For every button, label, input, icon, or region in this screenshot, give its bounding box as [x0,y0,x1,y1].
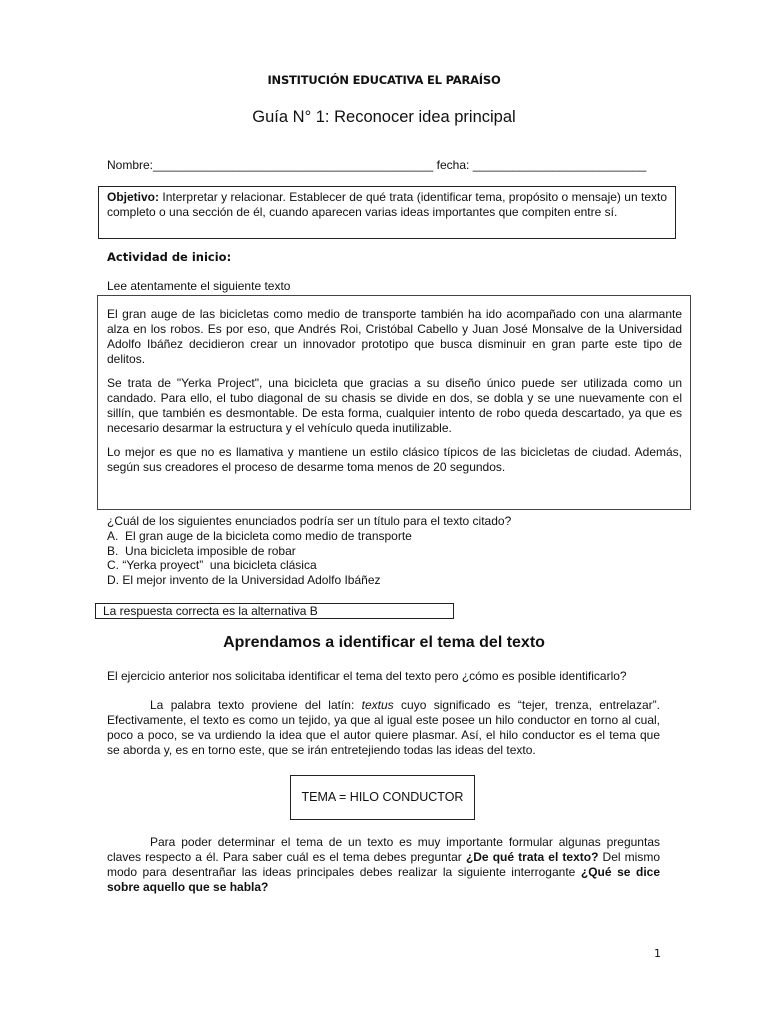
reading-paragraph: Lo mejor es que no es llamativa y mantiene un estilo clásico típicos de las bicicletas de ciudad. Además, según sus creadores el proceso de desarme toma menos de 20 segundos. [107,445,682,474]
quiz-option-b: B. Una bicicleta imposible de robar [107,544,296,558]
nombre-label: Nombre: [107,158,154,172]
quiz-question: ¿Cuál de los siguientes enunciados podría ser un título para el texto citado? [107,514,512,528]
nombre-blank: __________________________________________ [153,158,434,172]
fecha-label: fecha: [436,158,470,172]
institution-name: INSTITUCIÓN EDUCATIVA EL PARAÍSO [267,73,501,87]
tema-definition-box: TEMA = HILO CONDUCTOR [290,775,475,820]
document-title: Guía N° 1: Reconocer idea principal [252,108,516,126]
latin-origin-paragraph: La palabra texto proviene del latín: textus cuyo significado es “tejer, trenza, entrelazar”. Efectivamente, el texto es como un tejido, ya que al igual este posee un hilo conductor en torno al cual, poco a poco, se va urdiendo la idea que el autor quiere plasmar. Así, el hilo conductor es el tema que se aborda y, es en torno este, que se irán entretejiendo todas las ideas del texto. [107,698,660,757]
key-question-1: ¿De qué trata el texto? [465,850,599,864]
section-intro: El ejercicio anterior nos solicitaba identificar el tema del texto pero ¿cómo es posible identificarlo? [107,669,627,683]
objective-box [98,186,676,239]
reading-text-box [97,295,691,510]
latin-word: textus [361,698,394,712]
key-questions-paragraph: Para poder determinar el tema de un texto es muy importante formular algunas preguntas claves respecto a él. Para saber cuál es el tema debes preguntar ¿De qué trata el texto? Del mismo modo para desentrañar las ideas principales debes realizar la siguiente interrogante ¿Qué se dice sobre aquello que se habla? [107,835,661,894]
section-heading: Aprendamos a identificar el tema del texto [223,634,545,651]
reading-paragraph: Se trata de "Yerka Project", una bicicleta que gracias a su diseño único puede ser utilizada como un candado. Para ello, el tubo diagonal de su chasis se divide en dos, se dobla y se une nuevamente con el sillín, que también es desmontable. De esta forma, cualquier intento de robo queda descartado, ya que es necesario desarmar la estructura y el vehículo queda inutilizable. [107,376,682,435]
activity-instruction: Lee atentamente el siguiente texto [107,279,291,293]
answer-box: La respuesta correcta es la alternativa B [95,603,454,619]
reading-paragraph: El gran auge de las bicicletas como medio de transporte también ha ido acompañado con una alarmante alza en los robos. Es por eso, que Andrés Roi, Cristóbal Cabello y Juan José Monsalve de la Universidad Adolfo Ibáñez decidieron crear un innovador prototipo que busca disminuir en gran parte este tipo de delitos. [107,307,682,366]
objective-text: Interpretar y relacionar. Establecer de qué trata (identificar tema, propósito o mensaje) un texto completo o una sección de él, cuando aparecen varias ideas importantes que compiten entre sí. [107,190,668,219]
name-date-line [107,158,646,173]
quiz-option-a: A. El gran auge de la bicicleta como medio de transporte [107,529,412,543]
quiz-option-c: C. “Yerka proyect” una bicicleta clásica [107,558,317,572]
key-question-2: ¿Qué se dice sobre aquello que se habla? [107,865,660,894]
fecha-blank: __________________________ [472,158,647,172]
activity-heading: Actividad de inicio: [107,250,232,264]
objective-label: Objetivo: [107,190,160,204]
quiz-option-d: D. El mejor invento de la Universidad Adolfo Ibáñez [107,573,381,587]
page-number: 1 [654,947,661,960]
